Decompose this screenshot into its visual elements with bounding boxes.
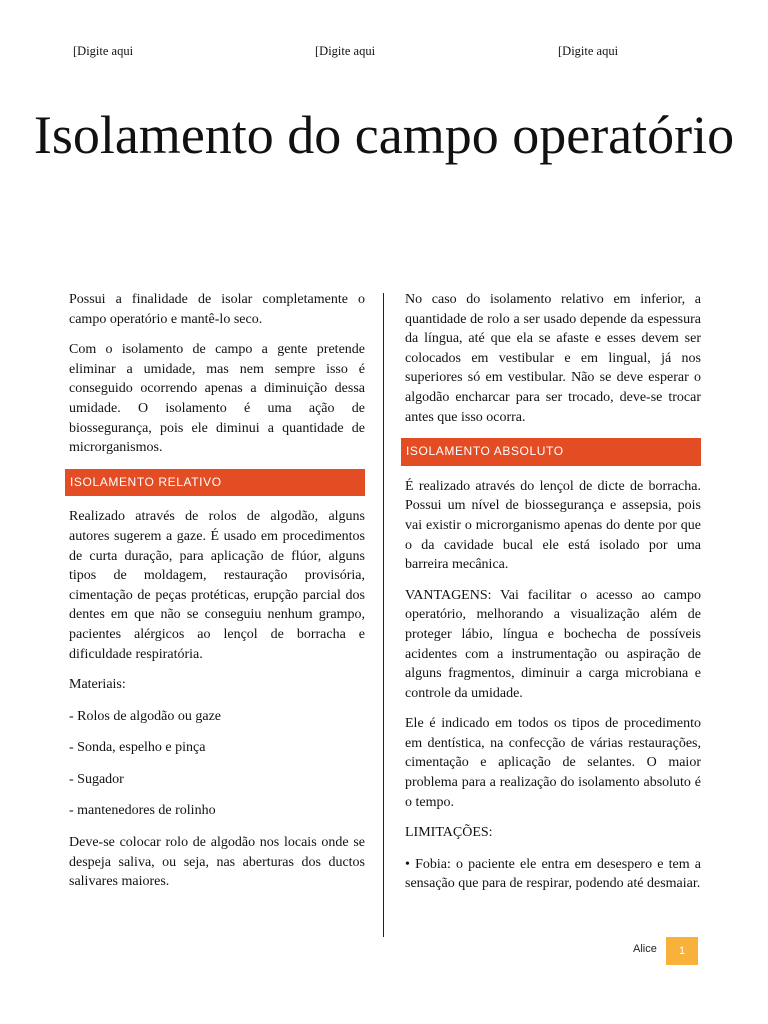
- paragraph: É realizado através do lençol de dicte de borracha. Possui um nível de biossegurança e assepsia, pois vai existir o microrganismo apenas do dente por que o da cavidade bucal ele está isolado por uma barreira mecânica.: [405, 478, 701, 573]
- paragraph: Ele é indicado em todos os tipos de procedimento em dentística, na confecção de várias restaurações, cimentação e aplicação de selantes. O maior problema para a realização do isolamento absoluto é o tempo.: [405, 716, 701, 810]
- paragraph: Realizado através de rolos de algodão, alguns autores sugerem a gaze. É usado em procedimentos de curta duração, para aplicação de flúor, alguns tipos de moldagem, restauração provisória, cimentação de peças protéticas, erupção parcial dos dentes em que não se conseguiu nenhum grampo, pacientes alérgicos ao lençol de borracha e dificuldade respiratória.: [69, 509, 365, 662]
- paragraph: VANTAGENS: Vai facilitar o acesso ao campo operatório, melhorando a visualização além de proteger lábio, língua e bochecha de possíveis acidentes com a instrumentação ou aspiração de alguns fragmentos, diminuir a carga microbiana e controle da umidade.: [405, 587, 701, 701]
- left-column: [69, 290, 365, 903]
- list-item: - mantenedores de rolinho: [69, 803, 216, 819]
- section-heading-relativo: ISOLAMENTO RELATIVO: [65, 469, 365, 497]
- page-number-badge: 1: [666, 937, 698, 965]
- header-center-placeholder[interactable]: [Digite aqui: [315, 44, 376, 58]
- limitations-label: LIMITAÇÕES:: [405, 825, 493, 841]
- right-column: [405, 290, 701, 905]
- header-left-placeholder[interactable]: [Digite aqui: [73, 44, 134, 58]
- list-item: - Rolos de algodão ou gaze: [69, 708, 222, 724]
- column-divider: [383, 293, 384, 937]
- document-title: Isolamento do campo operatório: [33, 105, 735, 165]
- paragraph: • Fobia: o paciente ele entra em desespero e tem a sensação que para de respirar, podendo até desmaiar.: [405, 856, 701, 892]
- materials-label: Materiais:: [69, 677, 126, 693]
- section-heading-absoluto: ISOLAMENTO ABSOLUTO: [401, 438, 701, 466]
- paragraph: Deve-se colocar rolo de algodão nos locais onde se despeja saliva, ou seja, nas aberturas dos ductos salivares maiores.: [69, 835, 365, 890]
- list-item: - Sugador: [69, 771, 124, 787]
- paragraph: No caso do isolamento relativo em inferior, a quantidade de rolo a ser usado depende da espessura da língua, até que ela se afaste e esses devem ser colocados em vestibular e em lingual, já nos superiores só em vestibular. Não se deve esperar o algodão encharcar para ser trocado, deve-se trocar antes que isso ocorra.: [405, 292, 701, 425]
- list-item: - Sonda, espelho e pinça: [69, 740, 206, 756]
- intro-paragraph: Possui a finalidade de isolar completamente o campo operatório e mantê-lo seco.: [69, 292, 365, 327]
- footer-author: Alice: [633, 943, 657, 955]
- paragraph: Com o isolamento de campo a gente pretende eliminar a umidade, mas nem sempre isso é conseguido ocorrendo apenas a diminuição dessa umidade. O isolamento é uma ação de biossegurança, pois ele diminui a quantidade de microrganismos.: [69, 342, 365, 456]
- header-right-placeholder[interactable]: [Digite aqui: [558, 44, 619, 58]
